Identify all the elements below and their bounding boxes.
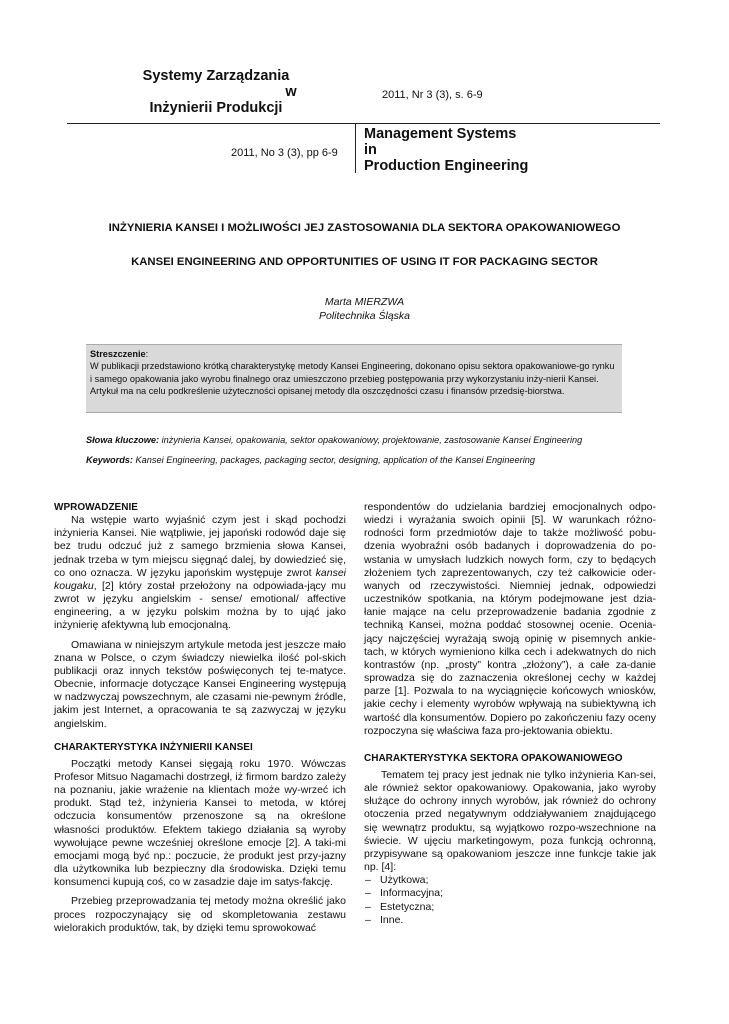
keywords-en-label: Keywords:	[86, 455, 133, 465]
journal-reference-english: 2011, No 3 (3), pp 6-9	[231, 147, 338, 159]
list-item: – Estetyczna;	[364, 901, 656, 914]
paragraph: Tematem tej pracy jest jednak nie tylko inżynieria Kan-sei, ale również sektor opakowaniowy. Opakowania, jako wyroby służące do ochrony innych wyrobów, jak również do ochrony otoczenia przed negatywnym oddziaływaniem znajdującego się wewnątrz produktu, są wyjątkowo rozpo-wszechnione na świecie. W ujęciu marketingowym, poza funkcją ochronną, przypisywane są opakowaniom jeszcze inne funkcje takie jak np. [4]:	[364, 768, 656, 874]
paragraph: respondentów do udzielania bardziej emocjonalnych odpo-wiedzi i wyrażania swoich opinii [5]. W warunkach różno-rodności form przedmiotów daje to także możliwość pobu-dzenia wyobraźni osób badanych i doprowadzenia do po-wstania w umysłach ludzkich nowych form, czy to będących złożeniem tych zaprezentowanych, czy też całkowicie oder-wanych od rzeczywistości. Niemniej jednak, odpowiedzi uczestników spotkania, na którym podejmowane jest dzia-łanie mające na celu przeprowadzenie badania zgodnie z techniką Kansei, można poddać stosownej ocenie. Ocenia-jący najczęściej wyrażają swoją opinię w pisemnych ankie-tach, w których wymieniono kilka cech i adekwatnych do nich kontrastów (np. „prosty” kontra „złożony”), a całe za-danie sprowadza się do zaznaczenia określonej cechy w każdej parze [1]. Pozwala to na wyciągnięcie końcowych wniosków, jakie cechy i elementy wyrobów wpływają na subiektywną ich wartość dla konsumentów. Dopiero po zakończeniu fazy oceny rozpoczyna się właściwa faza pro-jektowania obiektu.	[364, 501, 656, 737]
list-item: – Inne.	[364, 914, 656, 927]
journal-title-pl-line2: w	[285, 84, 297, 100]
header-vertical-divider	[355, 123, 356, 173]
journal-title-en-line2: in	[364, 142, 377, 158]
journal-reference-polish: 2011, Nr 3 (3), s. 6-9	[382, 89, 483, 101]
paragraph: Przebieg przeprowadzania tej metody można określić jako proces rozpoczynający się od skompletowania zestawu wielorakich produktów, tak, by dzięki temu sprowokować	[54, 895, 346, 934]
right-column	[364, 501, 656, 927]
paragraph: Początki metody Kansei sięgają roku 1970. Wówczas Profesor Mitsuo Nagamachi dostrzegł, iż firmom bardzo zależy na poznaniu, jakie wrażenie na klientach może wy-wrzeć ich produkt. Stąd też, inżynieria Kansei to metoda, w której odczucia konsumentów przenoszone są na określone własności produktów. Efektem takiego działania są wyroby wywołujące pewne wcześniej określone emocje [2]. A taki-mi emocjami mogą być np.: poczucie, że produkt jest przy-jazny dla użytkownika lub bezpieczny dla środowiska. Dzięki temu konsumenci kupują coś, co w zasadzie daje im satys-fakcję.	[54, 757, 346, 889]
abstract-box: Streszczenie: W publikacji przedstawiono krótką charakterystykę metody Kansei Engineering, dokonano opisu sektora opakowaniowe-go rynku i samego opakowania jako wyrobu finalnego oraz umieszczono przebieg postępowania przy wykorzystaniu inży-nierii Kansei. Artykuł ma na celu podkreślenie użyteczności opisanej metody dla oszczędności czasu i finansów przedsię-biorstwa.	[86, 344, 622, 413]
author-block	[0, 295, 729, 323]
journal-title-english	[364, 126, 528, 174]
keywords-pl-label: Słowa kluczowe:	[86, 435, 160, 445]
author-name: Marta MIERZWA	[324, 296, 405, 308]
function-list	[364, 874, 656, 927]
author-affiliation: Politechnika Śląska	[318, 310, 411, 322]
keywords-english	[86, 455, 646, 465]
journal-title-polish	[86, 68, 346, 116]
header-divider	[67, 123, 660, 124]
section-heading-kansei: CHARAKTERYSTYKA INŻYNIERII KANSEI	[54, 741, 253, 753]
keywords-en-text: Kansei Engineering, packages, packaging sector, designing, application of the Kansei Engineering	[135, 455, 535, 465]
paper-title-polish: INŻYNIERIA KANSEI I MOŻLIWOŚCI JEJ ZASTOSOWANIA DLA SEKTORA OPAKOWANIOWEGO	[108, 222, 621, 234]
paragraph: Omawiana w niniejszym artykule metoda jest jeszcze mało znana w Polsce, o czym świadczy niewielka ilość pol-skich publikacji oraz innych tekstów poświęconych tej te-matyce. Obecnie, informacje dotyczące Kansei Engineering występują w nadzwyczaj powszechnym, ale czasami nie-pewnym źródle, jakim jest Internet, a opracowania te są zazwyczaj w języku angielskim.	[54, 638, 346, 730]
journal-title-pl-line3: Inżynierii Produkcji	[149, 100, 283, 116]
journal-title-en-line1: Management Systems	[364, 126, 517, 142]
keywords-pl-text: inżynieria Kansei, opakowania, sektor opakowaniowy, projektowanie, zastosowanie Kansei Engineering	[161, 435, 583, 445]
section-heading-packaging: CHARAKTERYSTYKA SEKTORA OPAKOWANIOWEGO	[364, 752, 623, 764]
left-column	[54, 501, 346, 935]
journal-title-pl-line1: Systemy Zarządzania	[142, 68, 290, 84]
list-item: – Informacyjna;	[364, 887, 656, 900]
list-item: – Użytkowa;	[364, 874, 656, 887]
paper-title-english: KANSEI ENGINEERING AND OPPORTUNITIES OF USING IT FOR PACKAGING SECTOR	[131, 256, 598, 268]
abstract-label: Streszczenie	[90, 349, 146, 359]
abstract-text: W publikacji przedstawiono krótką charakterystykę metody Kansei Engineering, dokonano opisu sektora opakowaniowe-go rynku i samego opakowania jako wyrobu finalnego oraz umieszczono przebieg postępowania przy wykorzystaniu inży-nierii Kansei. Artykuł ma na celu podkreślenie użyteczności opisanej metody dla oszczędności czasu i finansów przedsię-biorstwa.	[90, 361, 615, 397]
section-heading-introduction: WPROWADZENIE	[54, 502, 138, 513]
journal-title-en-line3: Production Engineering	[364, 158, 529, 174]
paragraph: Na wstępie warto wyjaśnić czym jest i skąd pochodzi inżynieria Kansei. Nie wątpliwie, jej japoński rodowód daje się bez trudu odczuć już z samego brzmienia słowa Kansei, jednak trzeba w tym miejscu sięgnąć dalej, by dowiedzieć się, co ono oznacza. W języku japońskim występuje zwrot kansei kougaku, [2] który został przełożony na odpowiada-jący mu zwrot w języku angielskim - sense/ emotional/ affective engineering, a w języku polskim można by to ująć jako inżynierię afektywną lub emocjonalną.	[54, 514, 346, 632]
keywords-polish	[86, 435, 646, 445]
